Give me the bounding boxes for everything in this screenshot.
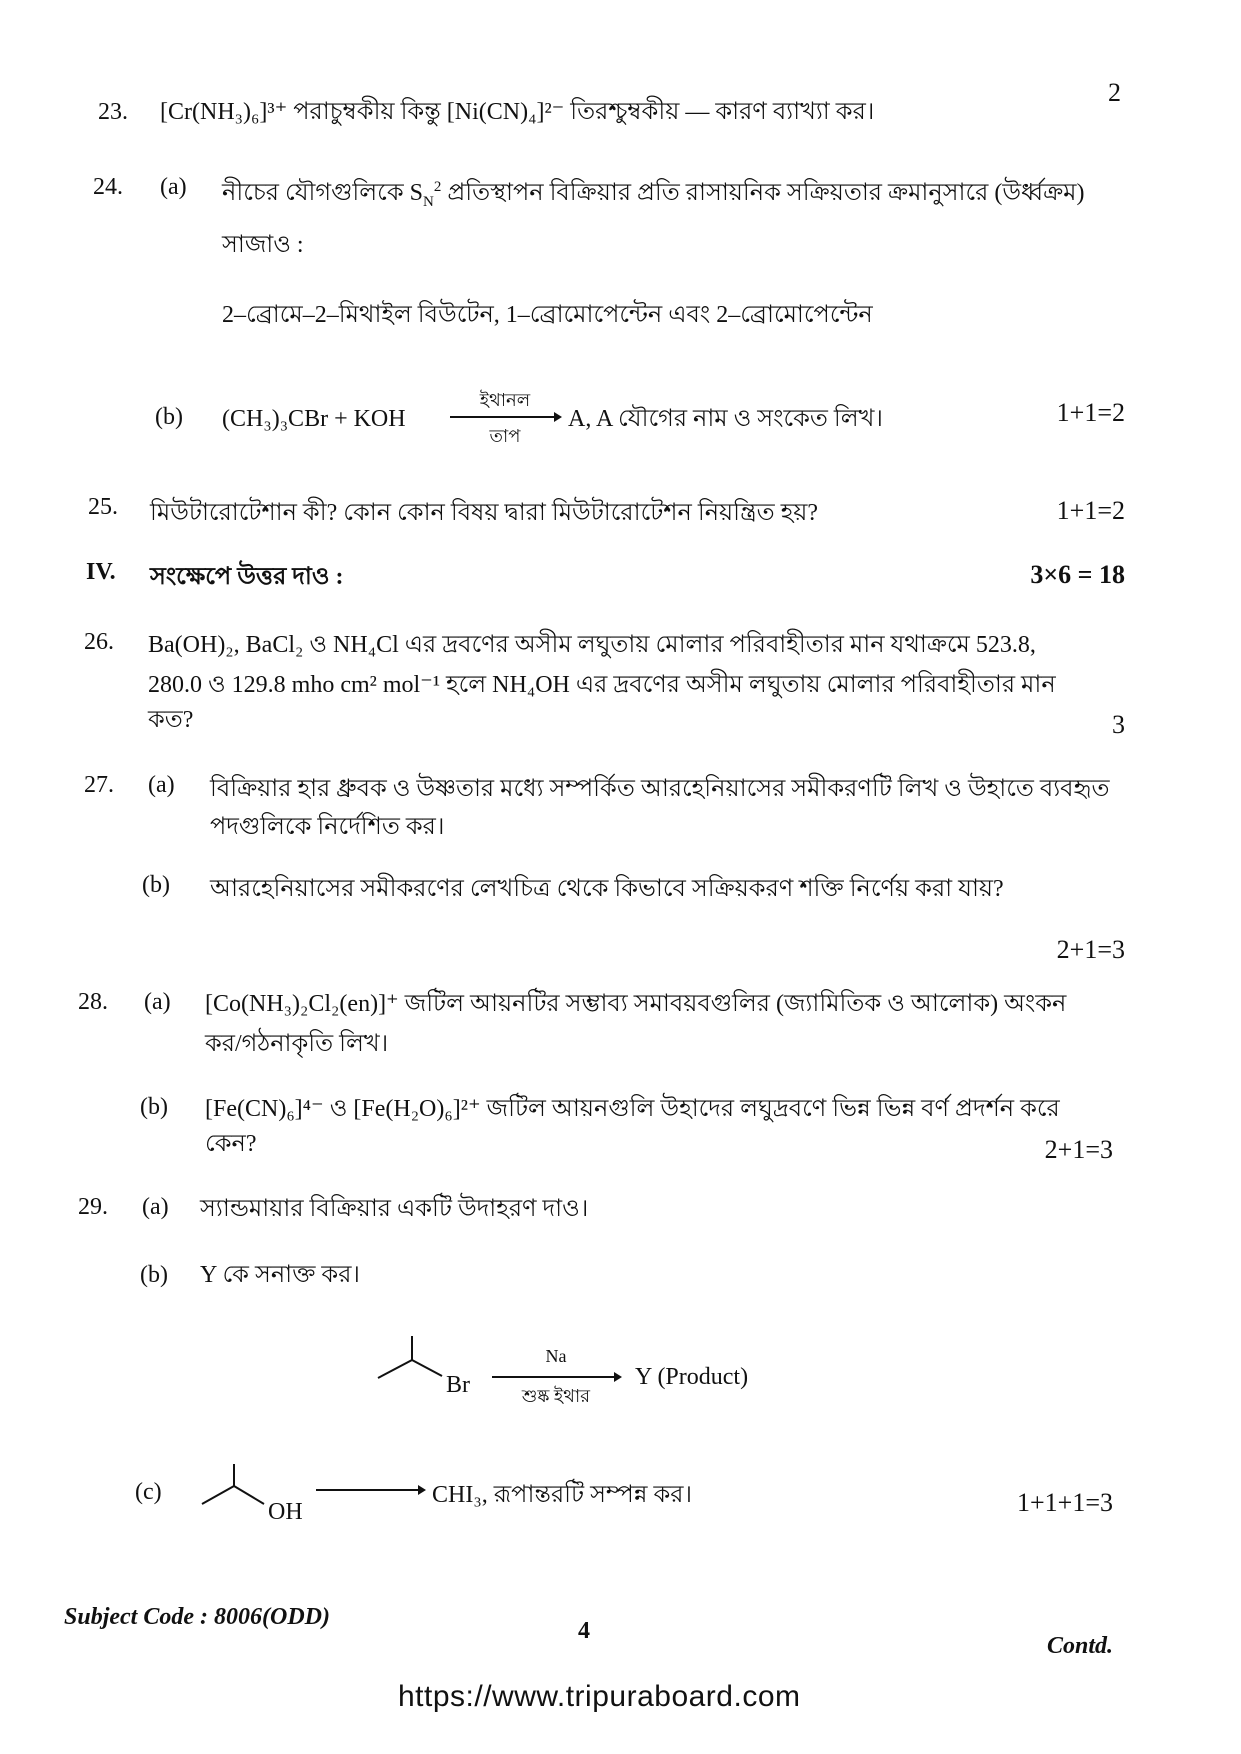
q26-line3: কত? [148, 707, 194, 733]
q29b-label: (b) [140, 1262, 168, 1288]
q24b-arrow-top-label: ইথানল [479, 390, 531, 410]
q24a-text-start: নীচের যৌগগুলিকে S [222, 180, 423, 206]
q28b-line2: কেন? [205, 1131, 257, 1157]
q24b-lhs: (CH₃)₃CBr + KOH [222, 406, 406, 432]
section-iv-marks: 3×6 = 18 [1030, 560, 1125, 589]
q29c-rhs: CHI₃, রূপান্তরটি সম্পন্ন কর। [432, 1482, 693, 1508]
q27-marks: 2+1=3 [1056, 935, 1125, 964]
q27a-line1: বিক্রিয়ার হার ধ্রুবক ও উষ্ণতার মধ্যে সম্পর্কিত আরহেনিয়াসের সমীকরণটি লিখ ও উহাতে ব্যবহৃত [210, 776, 1110, 802]
q28b-label: (b) [140, 1094, 168, 1120]
q26-line2: 280.0 ও 129.8 mho cm² mol⁻¹ হলে NH₄OH এর দ্রবণের অসীম লঘুতায় মোলার পরিবাহীতার মান [148, 672, 1056, 698]
q25-text: মিউটারোটেশান কী? কোন কোন বিষয় দ্বারা মিউটারোটেশন নিয়ন্ত্রিত হয়? [150, 500, 819, 526]
q26-line1: Ba(OH)₂, BaCl₂ ও NH₄Cl এর দ্রবণের অসীম লঘুতায় মোলার পরিবাহীতার মান যথাক্রমে 523.8, [148, 632, 1036, 658]
q23-text: [Cr(NH₃)₆]³⁺ পরাচুম্বকীয় কিন্তু [Ni(CN)₄]²⁻ তিরশ্চুম্বকীয় — কারণ ব্যাখ্যা কর। [160, 99, 875, 125]
q24a-text-rest: প্রতিস্থাপন বিক্রিয়ার প্রতি রাসায়নিক সক্রিয়তার ক্রমানুসারে (উর্ধ্বক্রম) [441, 180, 1085, 206]
q29b-arrow-top-label: Na [545, 1346, 567, 1366]
q29b-product: Y (Product) [635, 1364, 749, 1390]
q29c-arrow-icon [316, 1480, 426, 1500]
q28a-line2: কর/গঠনাকৃতি লিখ। [205, 1031, 389, 1057]
footer-page-number: 4 [578, 1618, 590, 1644]
q28-number: 28. [78, 989, 108, 1015]
q24b-arrow-bottom-label: তাপ [489, 426, 521, 446]
q29b-reaction-arrow [492, 1346, 620, 1406]
section-iv-number: IV. [86, 559, 116, 585]
source-url-link[interactable]: https://www.tripuraboard.com [398, 1680, 801, 1713]
q24b-rhs: A, A যৌগের নাম ও সংকেত লিখ। [568, 406, 884, 432]
q25-marks: 1+1=2 [1056, 496, 1125, 525]
q28-marks: 2+1=3 [1044, 1135, 1113, 1164]
q25-number: 25. [88, 494, 118, 520]
q28a-label: (a) [144, 989, 171, 1015]
q23-number: 23. [98, 99, 128, 125]
isopropyl-bromide-structure-icon [370, 1330, 450, 1390]
q27b-text: আরহেনিয়াসের সমীকরণের লেখচিত্র থেকে কিভাবে সক্রিয়করণ শক্তি নির্ণেয় করা যায়? [210, 876, 1004, 902]
q24a-label: (a) [160, 174, 187, 200]
q27-number: 27. [84, 772, 114, 798]
q29-marks: 1+1+1=3 [1017, 1488, 1113, 1517]
q27b-label: (b) [142, 872, 170, 898]
q27a-label: (a) [148, 772, 175, 798]
q29a-text: স্যান্ডমায়ার বিক্রিয়ার একটি উদাহরণ দাও। [200, 1196, 589, 1222]
q24b-reaction-arrow [450, 390, 560, 446]
q29c-label: (c) [135, 1479, 162, 1505]
q27a-line2: পদগুলিকে নির্দেশিত কর। [210, 814, 445, 840]
q24a-line1 [222, 170, 1085, 219]
q29c-reactant-label: OH [268, 1499, 303, 1525]
contd-label: Contd. [1046, 1633, 1113, 1659]
q29b-arrow-bottom-label: শুষ্ক ইথার [521, 1386, 591, 1406]
q24-marks: 1+1=2 [1056, 398, 1125, 427]
q26-number: 26. [84, 629, 114, 655]
q24-number: 24. [93, 174, 123, 200]
q24a-sub: N [422, 193, 434, 210]
q26-marks: 3 [1112, 710, 1125, 739]
q29a-label: (a) [142, 1194, 169, 1220]
q24a-sup: 2 [433, 179, 442, 195]
q24a-line2: সাজাও : [222, 232, 304, 258]
q28a-line1: [Co(NH₃)₂Cl₂(en)]⁺ জটিল আয়নটির সম্ভাব্য সমাবয়বগুলির (জ্যামিতিক ও আলোক) অংকন [205, 991, 1067, 1017]
q29b-reactant-label: Br [446, 1372, 470, 1398]
q29b-text: Y কে সনাক্ত কর। [200, 1262, 360, 1288]
q24a-compounds: 2–ব্রোমে–2–মিথাইল বিউটেন, 1–ব্রোমোপেন্টেন এবং 2–ব্রোমোপেন্টেন [222, 302, 873, 328]
page-number: 2 [1108, 78, 1121, 107]
q24b-label: (b) [155, 404, 183, 430]
section-iv-heading: সংক্ষেপে উত্তর দাও : [150, 564, 344, 590]
isopropanol-structure-icon [198, 1460, 278, 1520]
q29-number: 29. [78, 1194, 108, 1220]
q28b-line1: [Fe(CN)₆]⁴⁻ ও [Fe(H₂O)₆]²⁺ জটিল আয়নগুলি উহাদের লঘুদ্রবণে ভিন্ন ভিন্ন বর্ণ প্রদর্শন করে [205, 1096, 1060, 1122]
subject-code: Subject Code : 8006(ODD) [64, 1604, 330, 1630]
